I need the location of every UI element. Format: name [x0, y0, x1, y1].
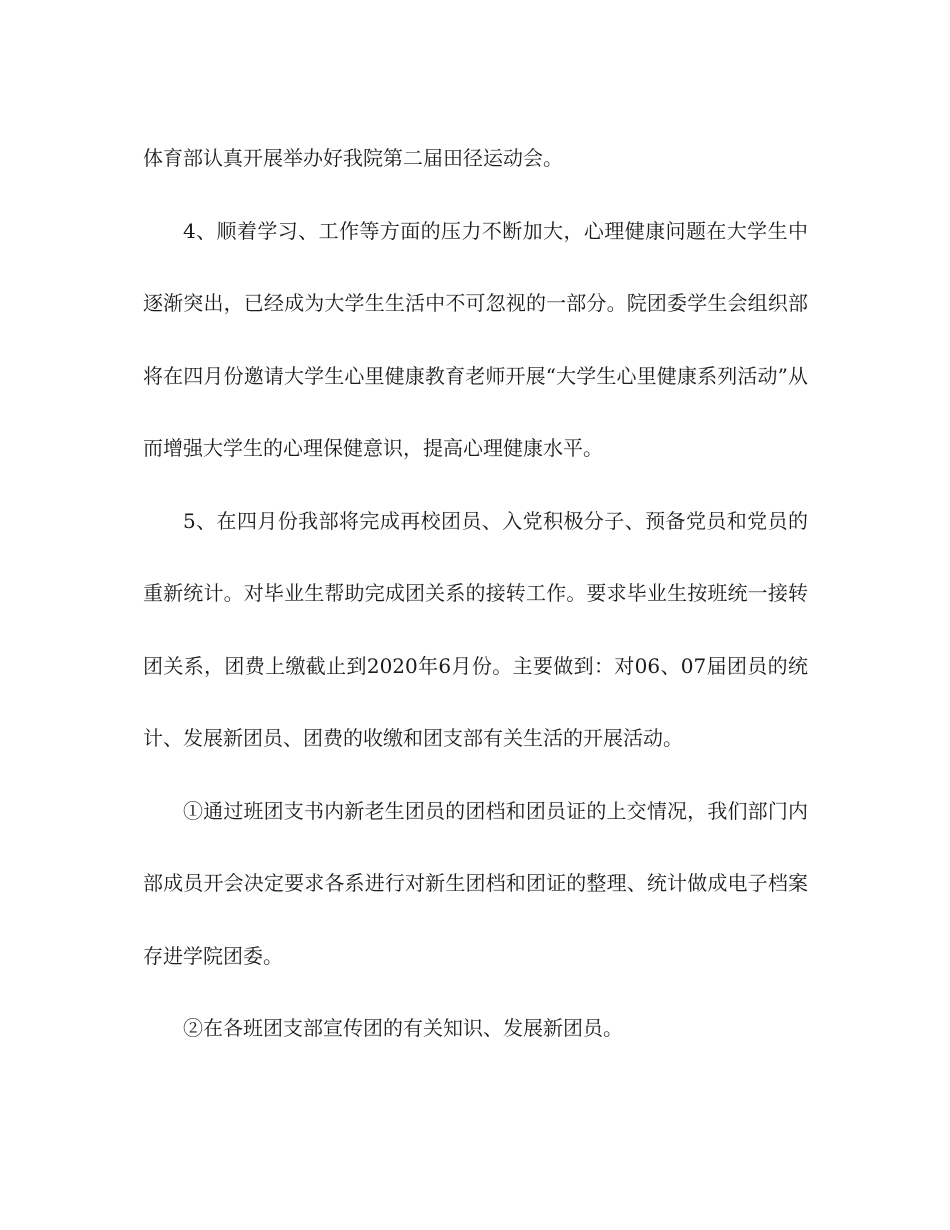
- paragraph-subitem-1: ①通过班团支书内新老生团员的团档和团员证的上交情况，我们部门内部成员开会决定要求各系进行对新生团档和团证的整理、统计做成电子档案存进学院团委。: [143, 798, 808, 968]
- paragraph-continuation: 体育部认真开展举办好我院第二届田径运动会。: [143, 146, 563, 170]
- paragraph-item-5: 5、在四月份我部将完成再校团员、入党积极分子、预备党员和党员的重新统计。对毕业生帮助完成团关系的接转工作。要求毕业生按班统一接转团关系，团费上缴截止到2020年6月份。主要做到：对06、07届团员的统计、发展新团员、团费的收缴和团支部有关生活的开展活动。: [143, 508, 808, 750]
- paragraph-subitem-2: ②在各班团支部宣传团的有关知识、发展新团员。: [183, 1016, 623, 1040]
- document-body: [143, 122, 808, 1065]
- paragraph-item-4: 4、顺着学习、工作等方面的压力不断加大，心理健康问题在大学生中逐渐突出，已经成为大学生生活中不可忽视的一部分。院团委学生会组织部将在四月份邀请大学生心里健康教育老师开展“大学生心里健康系列活动”从而增强大学生的心理保健意识，提高心理健康水平。: [143, 218, 808, 460]
